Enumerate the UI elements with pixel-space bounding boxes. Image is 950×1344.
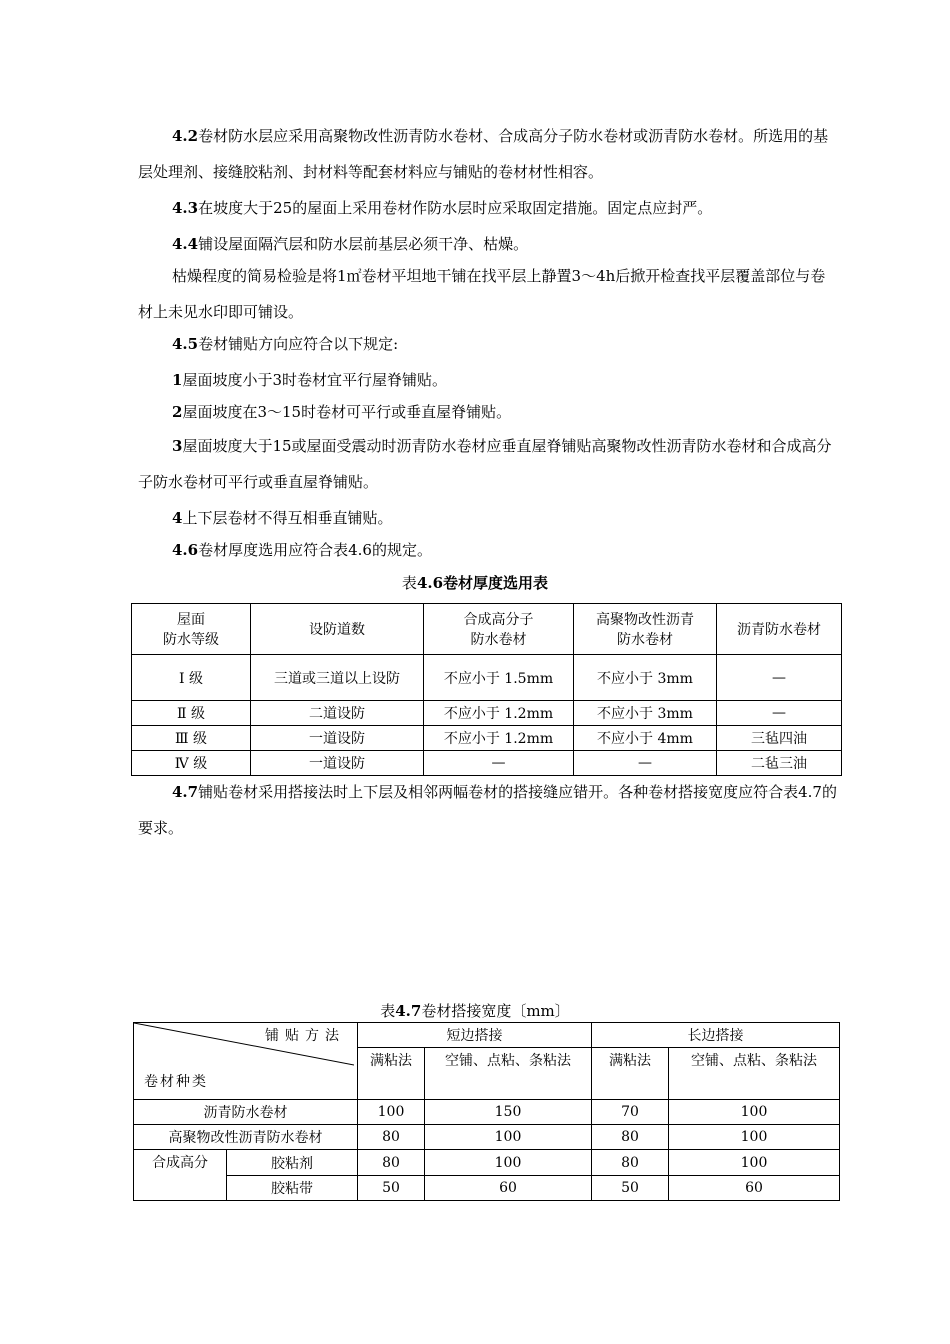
paragraph-4-5 [138, 326, 838, 362]
table-header-row [134, 1023, 840, 1048]
header-cell: 屋面 防水等级 [132, 604, 251, 655]
paragraph-text: 屋面坡度大于15或屋面受震动时沥青防水卷材应垂直屋脊铺贴高聚物改性沥青防水卷材和合成高分子防水卷材可平行或垂直屋脊铺贴。 [138, 437, 832, 491]
row-label: 胶粘带 [227, 1176, 358, 1201]
table-cell: 一道设防 [251, 751, 424, 776]
table-4-6-caption [0, 572, 950, 593]
paragraph-text: 卷材铺贴方向应符合以下规定: [198, 335, 399, 353]
paragraph-4-6 [138, 532, 838, 568]
clause-number: 4.3 [172, 199, 199, 217]
table-4-7-caption [0, 1000, 950, 1021]
table-cell: 不应小于 3mm [574, 701, 717, 726]
group-label: 合成高分 [134, 1150, 227, 1201]
subheader-full: 满粘法 [358, 1048, 425, 1100]
paragraph-text: 屋面坡度小于3时卷材宜平行屋脊铺贴。 [182, 371, 447, 389]
row-label: 胶粘剂 [227, 1150, 358, 1176]
table-cell: 三道或三道以上设防 [251, 655, 424, 701]
paragraph-item-4 [138, 500, 838, 536]
subheader-full: 满粘法 [592, 1048, 669, 1100]
clause-number: 1 [172, 371, 183, 389]
table-4-7 [133, 1022, 840, 1201]
caption-number: 4.6 [416, 574, 444, 592]
table-cell: 80 [592, 1150, 669, 1176]
table-cell: 不应小于 3mm [574, 655, 717, 701]
table-row [134, 1176, 840, 1201]
table-cell: — [717, 701, 842, 726]
table-row [134, 1150, 840, 1176]
subheader-other: 空铺、点粘、条粘法 [425, 1048, 592, 1100]
clause-number: 4.5 [172, 335, 199, 353]
table-cell: 100 [425, 1125, 592, 1150]
table-row [134, 1100, 840, 1125]
diag-label-method: 铺贴方法 [265, 1028, 345, 1044]
paragraph-text: 屋面坡度在3～15时卷材可平行或垂直屋脊铺贴。 [182, 403, 512, 421]
table-cell: 80 [358, 1150, 425, 1176]
table-row [132, 726, 842, 751]
table-cell: — [574, 751, 717, 776]
header-cell: 合成高分子 防水卷材 [424, 604, 574, 655]
clause-number: 4.2 [172, 127, 199, 145]
table-cell: 60 [425, 1176, 592, 1201]
caption-prefix: 表 [380, 1002, 396, 1020]
table-cell: — [717, 655, 842, 701]
row-label: 高聚物改性沥青防水卷材 [134, 1125, 358, 1150]
table-4-6 [131, 603, 842, 776]
table-cell: 一道设防 [251, 726, 424, 751]
table-row [134, 1125, 840, 1150]
paragraph-4-3 [138, 190, 838, 226]
table-cell: 80 [358, 1125, 425, 1150]
table-cell: 100 [358, 1100, 425, 1125]
table-cell: 三毡四油 [717, 726, 842, 751]
paragraph-text: 上下层卷材不得互相垂直铺贴。 [182, 509, 393, 527]
table-cell: Ⅲ 级 [132, 726, 251, 751]
caption-prefix: 表 [401, 574, 417, 592]
paragraph-text: 卷材防水层应采用高聚物改性沥青防水卷材、合成高分子防水卷材或沥青防水卷材。所选用的基层处理剂、接缝胶粘剂、封材料等配套材料应与铺贴的卷材材性相容。 [138, 127, 829, 181]
caption-title: 卷材搭接宽度〔mm〕 [421, 1002, 570, 1020]
table-cell: 60 [669, 1176, 840, 1201]
paragraph-text: 铺贴卷材采用搭接法时上下层及相邻两幅卷材的搭接缝应错开。各种卷材搭接宽度应符合表4.7的要求。 [138, 783, 837, 837]
paragraph-4-2 [138, 118, 838, 190]
row-label: 沥青防水卷材 [134, 1100, 358, 1125]
paragraph-item-3 [138, 428, 838, 500]
table-cell: 80 [592, 1125, 669, 1150]
paragraph-4-7 [138, 774, 838, 846]
table-cell: Ⅰ 级 [132, 655, 251, 701]
table-cell: 二毡三油 [717, 751, 842, 776]
table-row [132, 655, 842, 701]
diagonal-header-cell [134, 1023, 358, 1100]
paragraph-text: 在坡度大于25的屋面上采用卷材作防水层时应采取固定措施。固定点应封严。 [198, 199, 713, 217]
table-cell: 不应小于 1.5mm [424, 655, 574, 701]
paragraph-4-4 [138, 226, 838, 262]
table-cell: 50 [592, 1176, 669, 1201]
table-cell: — [424, 751, 574, 776]
table-row [132, 701, 842, 726]
table-cell: 150 [425, 1100, 592, 1125]
clause-number: 4.4 [172, 235, 199, 253]
table-cell: 100 [425, 1150, 592, 1176]
paragraph-item-2 [138, 394, 838, 430]
paragraph-text: 枯燥程度的简易检验是将1㎡卷材平坦地干铺在找平层上静置3～4h后掀开检查找平层覆盖部位与卷材上未见水印即可铺设。 [138, 267, 826, 321]
table-header-row [132, 604, 842, 655]
header-long-edge: 长边搭接 [592, 1023, 840, 1048]
table-cell: 不应小于 1.2mm [424, 701, 574, 726]
table-cell: Ⅱ 级 [132, 701, 251, 726]
paragraph-item-1 [138, 362, 838, 398]
table-cell: Ⅳ 级 [132, 751, 251, 776]
clause-number: 4.7 [172, 783, 199, 801]
paragraph-dryness-check [138, 258, 838, 330]
table-cell: 二道设防 [251, 701, 424, 726]
clause-number: 4.6 [172, 541, 199, 559]
header-cell: 沥青防水卷材 [717, 604, 842, 655]
header-cell: 设防道数 [251, 604, 424, 655]
table-cell: 70 [592, 1100, 669, 1125]
header-short-edge: 短边搭接 [358, 1023, 592, 1048]
caption-number: 4.7 [395, 1002, 422, 1020]
diag-label-type: 卷材种类 [144, 1074, 208, 1090]
clause-number: 4 [172, 509, 183, 527]
header-cell: 高聚物改性沥青 防水卷材 [574, 604, 717, 655]
paragraph-text: 铺设屋面隔汽层和防水层前基层必须干净、枯燥。 [198, 235, 529, 253]
clause-number: 3 [172, 437, 183, 455]
subheader-other: 空铺、点粘、条粘法 [669, 1048, 840, 1100]
table-cell: 不应小于 4mm [574, 726, 717, 751]
paragraph-text: 卷材厚度选用应符合表4.6的规定。 [198, 541, 432, 559]
table-row [132, 751, 842, 776]
table-cell: 不应小于 1.2mm [424, 726, 574, 751]
table-cell: 100 [669, 1150, 840, 1176]
clause-number: 2 [172, 403, 183, 421]
table-cell: 50 [358, 1176, 425, 1201]
table-cell: 100 [669, 1125, 840, 1150]
caption-title: 卷材厚度选用表 [443, 574, 549, 592]
table-cell: 100 [669, 1100, 840, 1125]
